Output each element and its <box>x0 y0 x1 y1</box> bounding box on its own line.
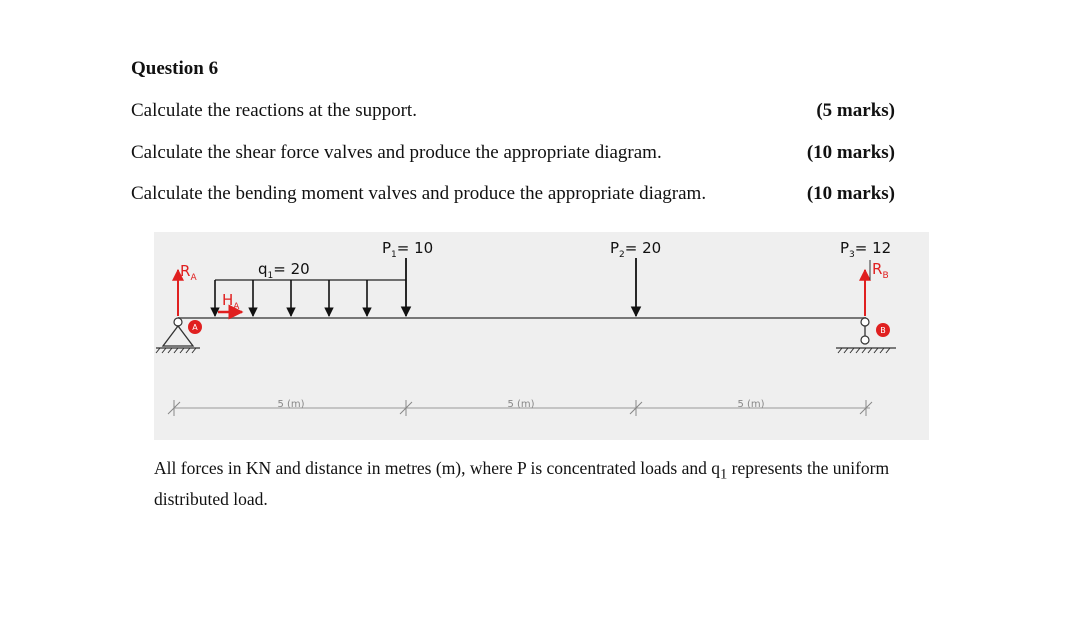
task-text: Calculate the shear force valves and produce the appropriate diagram. <box>131 142 662 163</box>
caption-post: represents the uniform distributed load. <box>154 458 890 509</box>
task-marks: (5 marks) <box>816 100 895 121</box>
dim-label: 5 (m) <box>507 399 535 410</box>
p1-label: $P_1= 10$ <box>382 239 434 260</box>
dim-label: 5 (m) <box>277 399 305 410</box>
support-a-letter: A <box>192 323 198 332</box>
p3-label: $P_3= 12$ <box>840 239 892 260</box>
roller-b-bottom <box>861 336 869 344</box>
ha-label: $H_A$ <box>222 291 240 312</box>
task-marks: (10 marks) <box>806 183 895 204</box>
ra-label: $R_A$ <box>180 262 197 283</box>
pin-a <box>174 318 182 326</box>
support-b-letter: B <box>880 326 886 335</box>
task-marks: (10 marks) <box>806 142 895 163</box>
task-text: Calculate the bending moment valves and produce the appropriate diagram. <box>131 183 707 204</box>
question-title: Question 6 <box>131 58 219 79</box>
p2-label: $P_2= 20$ <box>610 239 662 260</box>
support-b-hatch <box>838 348 890 353</box>
rb-label: $R_B$ <box>872 260 889 281</box>
caption-pre: All forces in KN and distance in metres (m), where P is concentrated loads and q <box>154 458 720 478</box>
beam-diagram <box>154 232 929 440</box>
dim-label: 5 (m) <box>737 399 765 410</box>
caption-sub: 1 <box>719 466 728 483</box>
support-a-hatch <box>156 348 196 353</box>
q1-label: $q_1= 20$ <box>258 260 310 281</box>
roller-b-top <box>861 318 869 326</box>
figure-caption <box>154 456 934 511</box>
task-text: Calculate the reactions at the support. <box>131 100 417 121</box>
